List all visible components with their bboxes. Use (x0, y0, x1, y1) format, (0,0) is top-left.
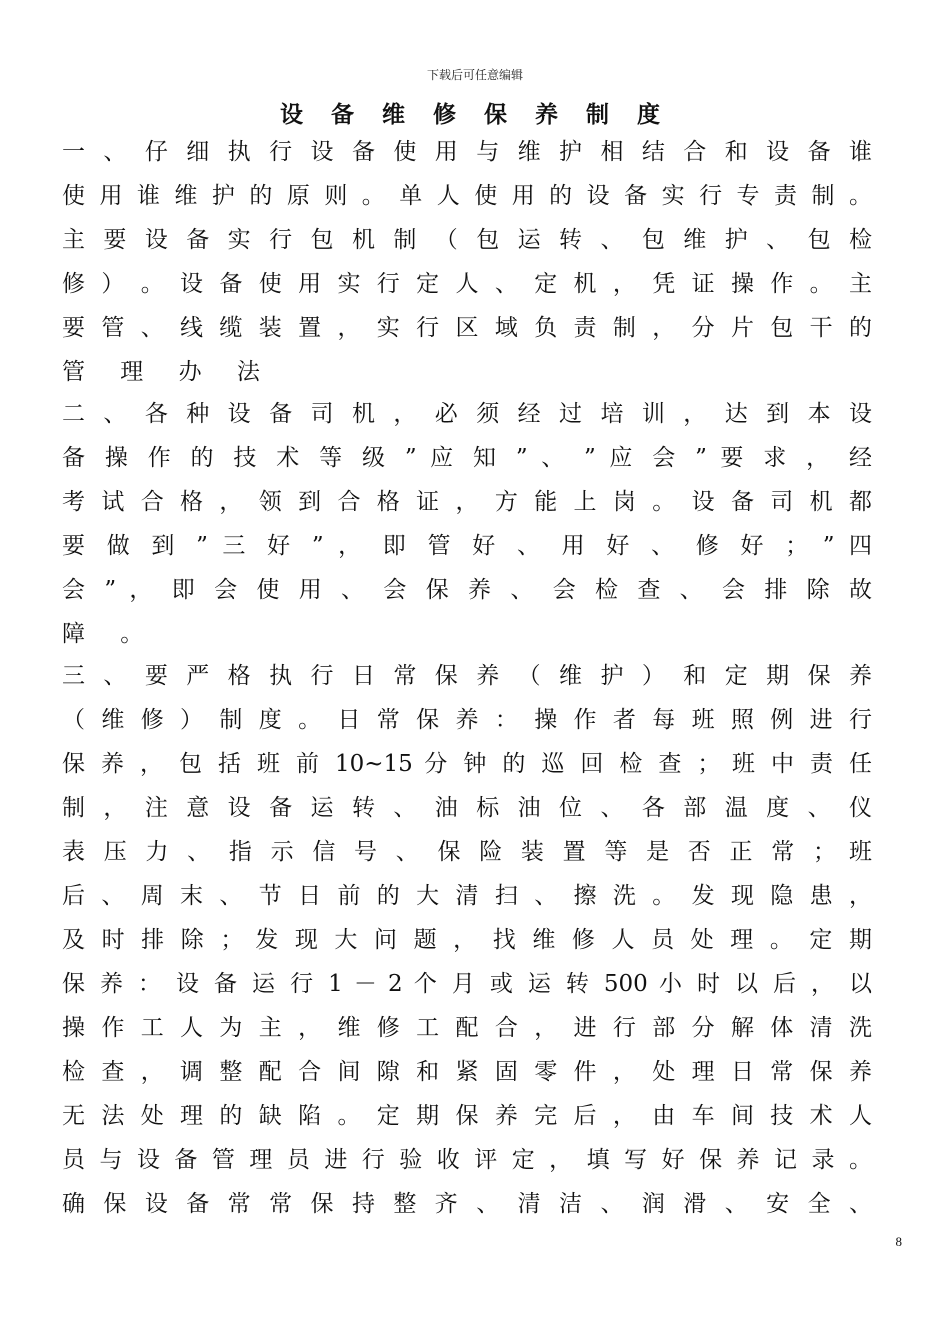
body-line: 二 、 各 种 设 备 司 机 ， 必 须 经 过 培 训 ， 达 到 本 设 (62, 401, 872, 427)
body-line: 使 用 谁 维 护 的 原 则 。 单 人 使 用 的 设 备 实 行 专 责 制 。 (62, 183, 872, 209)
body-line: 考 试 合 格 ， 领 到 合 格 证 ， 方 能 上 岗 。 设 备 司 机 都 (62, 489, 872, 515)
body-line: 制 ， 注 意 设 备 运 转 、 油 标 油 位 、 各 部 温 度 、 仪 (62, 795, 872, 821)
body-line: 后 、 周 末 、 节 日 前 的 大 清 扫 、 擦 洗 。 发 现 隐 患 ， (62, 883, 872, 909)
page-number: 8 (895, 1234, 902, 1249)
body-line: 一 、 仔 细 执 行 设 备 使 用 与 维 护 相 结 合 和 设 备 谁 (62, 139, 872, 165)
body-line: 要 管 、 线 缆 装 置 ， 实 行 区 域 负 责 制 ， 分 片 包 干 的 (62, 315, 872, 341)
body-line: 修 ） 。 设 备 使 用 实 行 定 人 、 定 机 ， 凭 证 操 作 。 主 (62, 271, 872, 297)
body-line: 三 、 要 严 格 执 行 日 常 保 养 （ 维 护 ） 和 定 期 保 养 (62, 663, 872, 689)
body-line: 会 ” ， 即 会 使 用 、 会 保 养 、 会 检 查 、 会 排 除 故 (62, 577, 872, 603)
body-line: 主 要 设 备 实 行 包 机 制 （ 包 运 转 、 包 维 护 、 包 检 (62, 227, 872, 253)
body-line: 表 压 力 、 指 示 信 号 、 保 险 装 置 等 是 否 正 常 ； 班 (62, 839, 872, 865)
body-line: 备 操 作 的 技 术 等 级 ” 应 知 ” 、 ” 应 会 ” 要 求 ， 经 (62, 445, 872, 471)
body-line: 保 养 ： 设 备 运 行 1 － 2 个 月 或 运 转 500 小 时 以 后 ， 以 (62, 971, 872, 997)
body-line: （ 维 修 ） 制 度 。 日 常 保 养 ： 操 作 者 每 班 照 例 进 行 (62, 707, 872, 733)
document-title: 设 备 维 修 保 养 制 度 (279, 102, 671, 128)
body-line: 要 做 到 ” 三 好 ” ， 即 管 好 、 用 好 、 修 好 ； ” 四 (62, 533, 872, 559)
body-line: 无 法 处 理 的 缺 陷 。 定 期 保 养 完 后 ， 由 车 间 技 术 人 (62, 1103, 872, 1129)
body-line: 保 养 ， 包 括 班 前 10~15 分 钟 的 巡 回 检 查 ； 班 中 责 任 (62, 751, 872, 777)
body-line: 员 与 设 备 管 理 员 进 行 验 收 评 定 ， 填 写 好 保 养 记 录 。 (62, 1147, 872, 1173)
body-line: 检 查 ， 调 整 配 合 间 隙 和 紧 固 零 件 ， 处 理 日 常 保 养 (62, 1059, 872, 1085)
header-note: 下载后可任意编辑 (426, 68, 523, 82)
body-line: 管 理 办 法 (62, 359, 274, 385)
body-line: 及 时 排 除 ； 发 现 大 问 题 ， 找 维 修 人 员 处 理 。 定 期 (62, 927, 872, 953)
body-line: 操 作 工 人 为 主 ， 维 修 工 配 合 ， 进 行 部 分 解 体 清 洗 (62, 1015, 872, 1041)
body-line: 障 。 (62, 621, 158, 647)
body-line: 确 保 设 备 常 常 保 持 整 齐 、 清 洁 、 润 滑 、 安 全 、 (62, 1191, 872, 1217)
